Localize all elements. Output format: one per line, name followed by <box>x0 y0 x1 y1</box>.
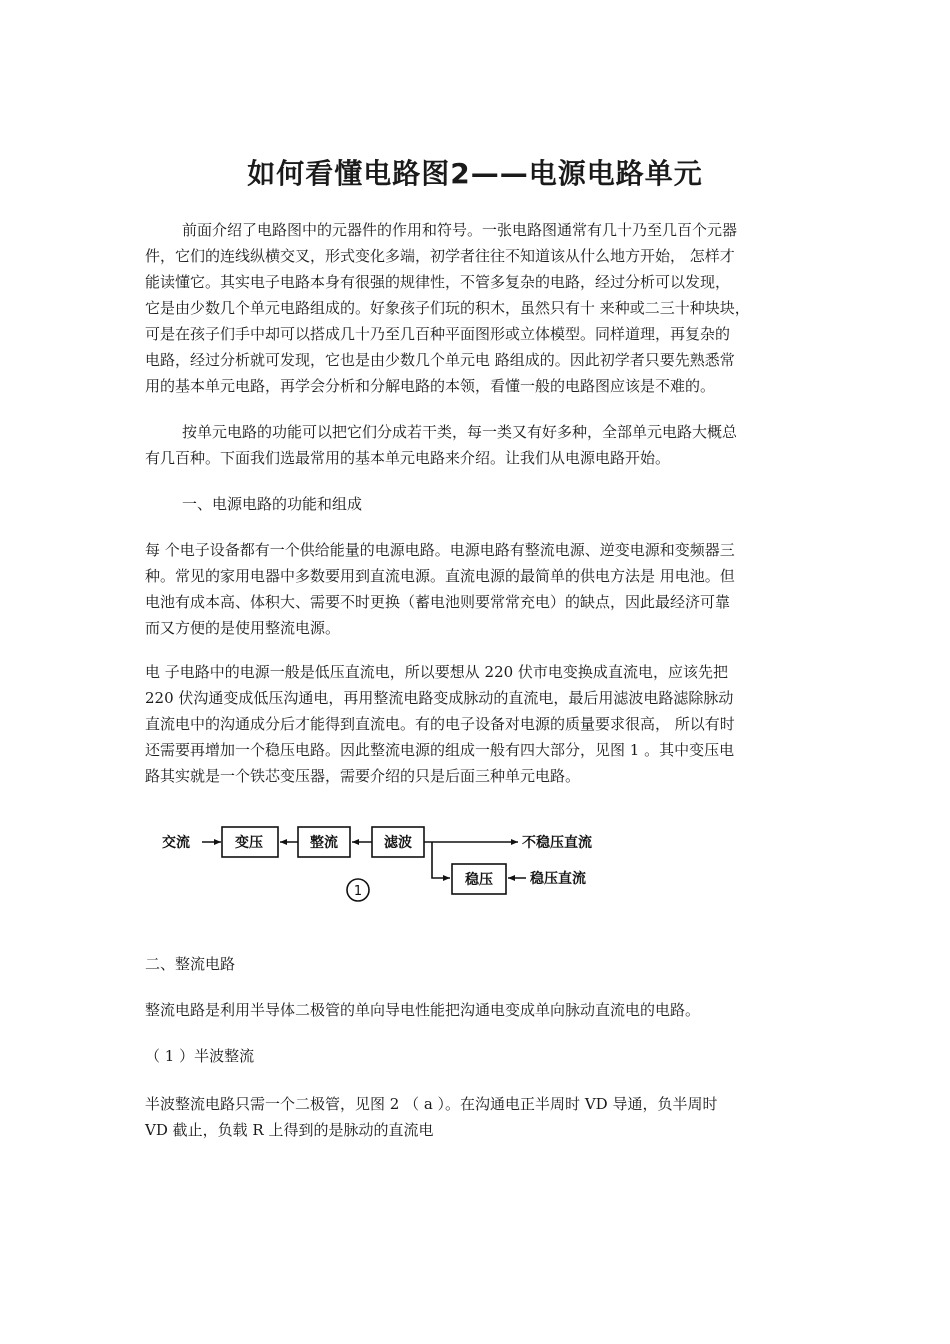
paragraph-line: 整流电路是利用半导体二极管的单向导电性能把沟通电变成单向脉动直流电的电路。 <box>145 1001 701 1019</box>
paragraph-line: 路其实就是一个铁芯变压器，需要介绍的只是后面三种单元电路。 <box>145 767 581 785</box>
block-label-rectifier: 整流 <box>310 835 338 851</box>
paragraph-line: 按单元电路的功能可以把它们分成若干类，每一类又有好多种，全部单元电路大概总 <box>182 423 738 441</box>
input-label: 交流 <box>162 835 190 851</box>
section-heading: 二、整流电路 <box>145 955 236 973</box>
block-label-regulator: 稳压 <box>465 872 493 888</box>
paragraph-line: VD 截止，负载 R 上得到的是脉动的直流电 <box>145 1121 434 1139</box>
intro-line: 能读懂它。其实电子电路本身有很强的规律性，不管多复杂的电路，经过分析可以发现， <box>145 273 731 291</box>
intro-line: 件，它们的连线纵横交叉，形式变化多端，初学者往往不知道该从什么地方开始， 怎样才 <box>145 247 735 265</box>
intro-line: 可是在孩子们手中却可以搭成几十乃至几百种平面图形或立体模型。同样道理，再复杂的 <box>145 325 731 343</box>
subsection-heading: （ 1 ）半波整流 <box>145 1047 255 1065</box>
output-label-regulated: 稳压直流 <box>530 871 586 887</box>
power-supply-block-diagram <box>150 812 630 908</box>
connector-line <box>432 842 450 878</box>
figure-number: 1 <box>353 884 363 899</box>
paragraph-line: 有几百种。下面我们选最常用的基本单元电路来介绍。让我们从电源电路开始。 <box>145 449 671 467</box>
paragraph-line: 220 伏沟通变成低压沟通电，再用整流电路变成脉动的直流电，最后用滤波电路滤除脉动 <box>145 689 734 707</box>
block-label-filter: 滤波 <box>384 835 412 851</box>
paragraph-line: 电池有成本高、体积大、需要不时更换（蓄电池则要常常充电）的缺点，因此最经济可靠 <box>145 593 731 611</box>
output-label-unregulated: 不稳压直流 <box>522 835 592 851</box>
block-label-transformer: 变压 <box>235 835 263 851</box>
paragraph-line: 每 个电子设备都有一个供给能量的电源电路。电源电路有整流电源、逆变电源和变频器三 <box>145 541 735 559</box>
intro-line: 前面介绍了电路图中的元器件的作用和符号。一张电路图通常有几十乃至几百个元器 <box>182 221 738 239</box>
intro-line: 电路，经过分析就可发现，它也是由少数几个单元电 路组成的。因此初学者只要先熟悉常 <box>145 351 735 369</box>
section-heading: 一、电源电路的功能和组成 <box>182 495 363 513</box>
intro-line: 它是由少数几个单元电路组成的。好象孩子们玩的积木，虽然只有十 来种或二三十种块块， <box>145 299 750 317</box>
intro-line: 用的基本单元电路，再学会分析和分解电路的本领，看懂一般的电路图应该是不难的。 <box>145 377 716 395</box>
page-title: 如何看懂电路图2——电源电路单元 <box>247 157 703 190</box>
paragraph-line: 还需要再增加一个稳压电路。因此整流电源的组成一般有四大部分，见图 1 。其中变压电 <box>145 741 735 759</box>
paragraph-line: 而又方便的是使用整流电源。 <box>145 619 341 637</box>
paragraph-line: 电 子电路中的电源一般是低压直流电，所以要想从 220 伏市电变换成直流电，应该先把 <box>145 663 728 681</box>
paragraph-line: 种。常见的家用电器中多数要用到直流电源。直流电源的最简单的供电方法是 用电池。但 <box>145 567 735 585</box>
paragraph-line: 半波整流电路只需一个二极管，见图 2 （ a ）。在沟通电正半周时 VD 导通，负半周时 <box>145 1095 718 1113</box>
paragraph-line: 直流电中的沟通成分后才能得到直流电。有的电子设备对电源的质量要求很高， 所以有时 <box>145 715 735 733</box>
